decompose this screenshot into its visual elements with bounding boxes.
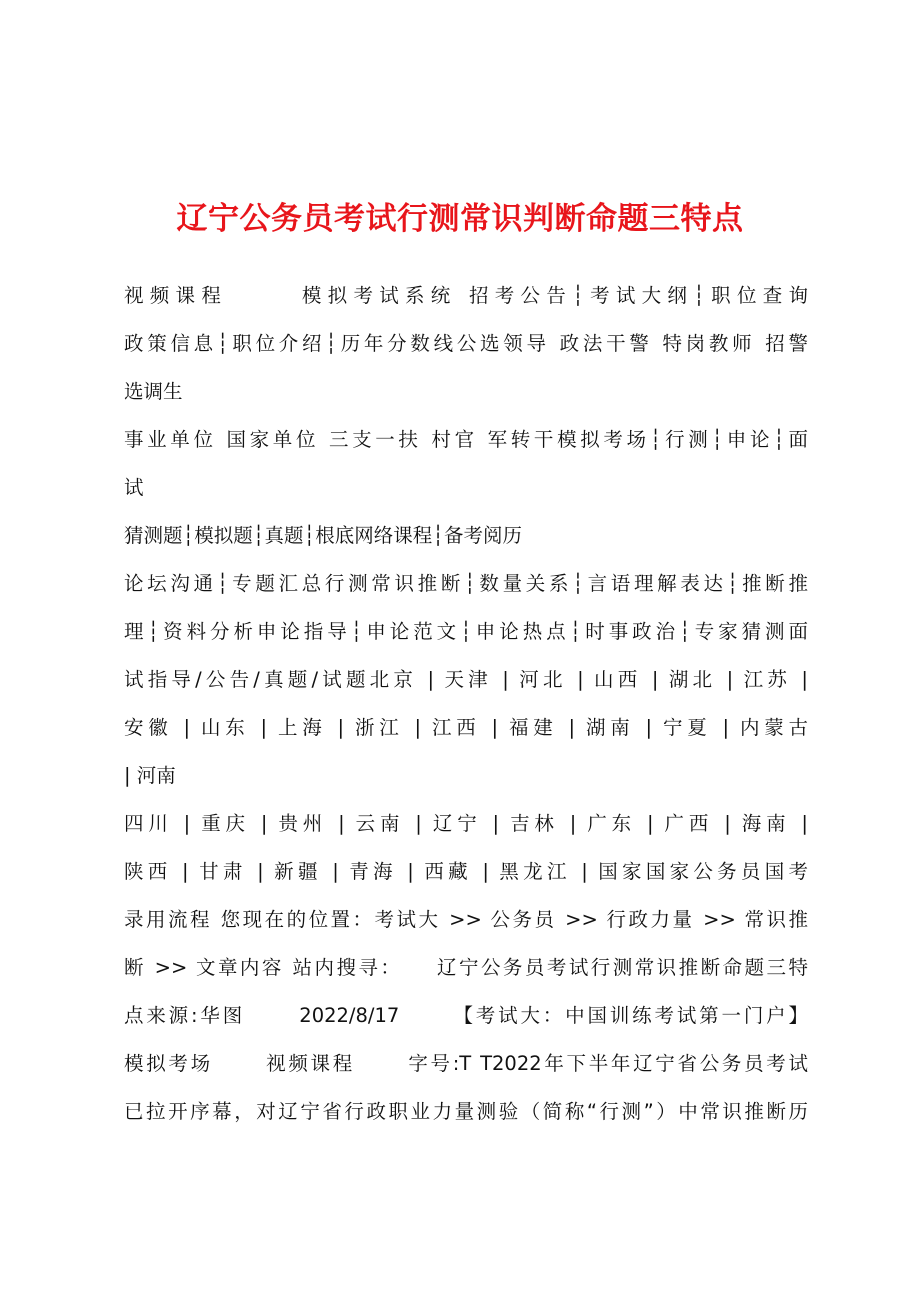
body-line: 安徽 | 山东 | 上海 | 浙江 | 江西 | 福建 | 湖南 | 宁夏 | 内蒙古 [124,716,808,739]
body-line: 理┆资料分析申论指导┆申论范文┆申论热点┆时事政治┆专家猜测面 [124,620,808,643]
body-line: 四川 | 重庆 | 贵州 | 云南 | 辽宁 | 吉林 | 广东 | 广西 | 海南 | [124,812,808,835]
document-title: 辽宁公务员考试行测常识判断命题三特点 [176,201,744,237]
body-line: 已拉开序幕，对辽宁省行政职业力量测验（简称“行测”）中常识推断历 [124,1100,808,1123]
body-line: 猜测题┆模拟题┆真题┆根底网络课程┆备考阅历 [124,524,522,547]
document-body [124,272,808,1136]
body-line: 录用流程 您现在的位置：考试大 >> 公务员 >> 行政力量 >> 常识推 [124,908,808,931]
body-line: 陕西 | 甘肃 | 新疆 | 青海 | 西藏 | 黑龙江 | 国家国家公务员国考 [124,860,808,883]
body-line: 断 >> 文章内容 站内搜寻： 辽宁公务员考试行测常识推断命题三特 [124,956,808,979]
body-line: 视频课程 模拟考试系统 招考公告┆考试大纲┆职位查询 [124,284,808,307]
body-line: 论坛沟通┆专题汇总行测常识推断┆数量关系┆言语理解表达┆推断推 [124,572,808,595]
body-line: 政策信息┆职位介绍┆历年分数线公选领导 政法干警 特岗教师 招警 [124,332,808,355]
body-line: 模拟考场 视频课程 字号:T T2022年下半年辽宁省公务员考试 [124,1052,808,1075]
body-line: 试指导/公告/真题/试题北京 | 天津 | 河北 | 山西 | 湖北 | 江苏 | [124,668,808,691]
body-line: 试 [124,476,144,499]
body-line: 选调生 [124,380,183,403]
body-line: 点来源:华图 2022/8/17 【考试大：中国训练考试第一门户】 [124,1004,808,1027]
body-line: 事业单位 国家单位 三支一扶 村官 军转干模拟考场┆行测┆申论┆面 [124,428,808,451]
body-line: | 河南 [124,764,176,787]
